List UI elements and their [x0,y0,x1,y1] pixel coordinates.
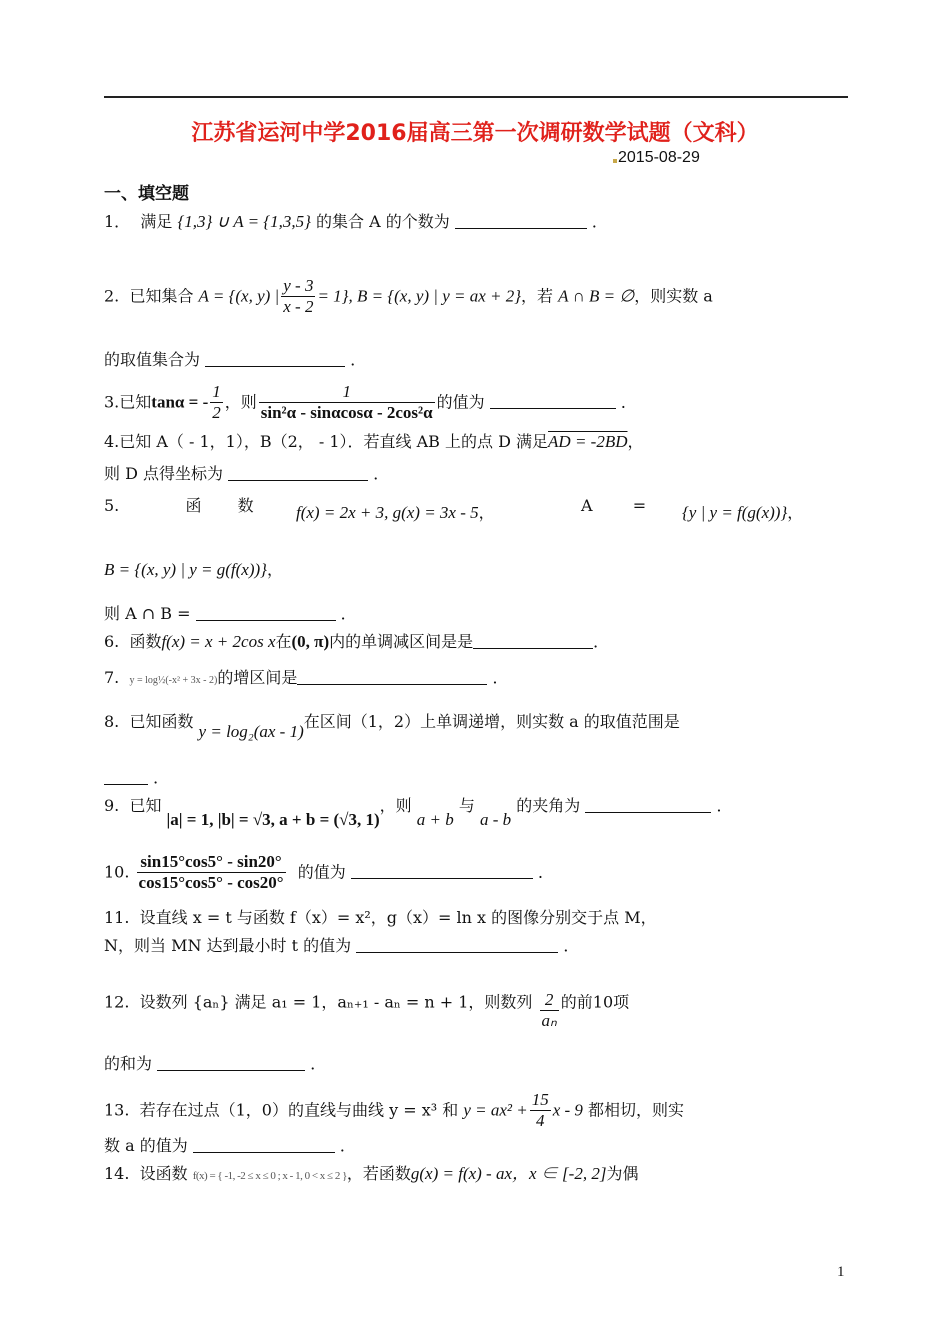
question-number: 5. [104,496,120,515]
answer-blank[interactable] [104,770,148,785]
question-text: 则 D 点得坐标为 [104,464,224,483]
question-text: 的值为 [297,862,346,882]
question-number: 11. [104,908,130,927]
question-number: 12. [104,992,130,1012]
question-12 [104,982,630,1031]
fraction-numerator: y - 3 [281,276,315,297]
fraction-denominator: cos15°cos5° - cos20° [138,873,284,893]
question-5 [104,496,254,515]
question-13-line-2 [104,1136,356,1155]
math-expression: B = {(x, y) | y = g(f(x))} [104,560,267,579]
question-text: 在 [275,632,292,651]
answer-blank[interactable] [356,938,558,953]
question-text: ，则实数 a [634,286,713,306]
punctuation: ， [266,560,283,579]
punctuation: ． [340,604,357,623]
math-expression: {y | y = f(g(x))} [682,503,788,522]
fraction [281,276,315,318]
piecewise-function: f(x) = { -1, -2 ≤ x ≤ 0 ; x - 1, 0 < x ≤ 2 } [192,1170,347,1182]
question-text: 已知 [129,796,162,815]
question-number: 7. [104,668,120,687]
question-number: 1． [104,212,131,231]
answer-blank[interactable] [455,214,587,229]
question-5-set-b [104,560,283,580]
fraction-denominator: 2 [212,403,221,423]
math-expression: = 1}, B = {(x, y) | y = ax + 2} [317,286,522,306]
question-text: 满足 [140,212,173,231]
math-expression: f(x) = x + 2cos x [161,632,276,651]
question-text: 设数列 {aₙ} 满足 a₁ = 1，aₙ₊₁ - aₙ = n + 1，则数列 [139,992,533,1012]
answer-blank[interactable] [205,352,345,367]
answer-blank[interactable] [351,864,533,879]
question-text: 的夹角为 [516,796,581,815]
fraction-denominator: sin²α - sinαcosα - 2cos²α [260,403,433,423]
question-4 [104,432,644,452]
question-11 [104,908,657,927]
question-5-math [296,503,495,523]
math-expression: x - 9 [552,1100,583,1120]
fraction-denominator: x - 2 [283,297,314,317]
question-text: 若存在过点（1，0）的直线与曲线 y = x³ 和 [139,1100,459,1120]
question-text: 的和为 [104,1054,153,1073]
question-text: ，若 [521,286,554,306]
answer-blank[interactable] [297,670,487,685]
header-rule [104,96,848,98]
question-text: 函 [185,496,202,515]
question-text: 的增区间是 [217,668,298,687]
question-10 [104,852,554,894]
fraction-denominator: aₙ [541,1011,557,1031]
question-5-line-3 [104,604,357,623]
question-3 [104,382,637,424]
punctuation: ． [716,796,733,815]
math-expression: y = log₂(ax - 1) [198,722,304,741]
question-text: ，则 [224,392,257,412]
fraction [137,852,286,894]
question-text: 则 A ∩ B = [104,604,191,623]
math-expression: y = ax² + [463,1100,528,1120]
question-6 [104,632,609,652]
question-number: 6. [104,632,120,651]
question-9 [104,796,733,829]
exam-date-text: 2015-08-29 [618,149,700,166]
section-heading: 一、填空题 [104,184,189,204]
punctuation: ． [593,632,610,651]
question-text: 已知集合 [129,286,194,306]
question-text: 数 a 的值为 [104,1136,188,1155]
fraction-numerator: 1 [210,382,223,403]
question-text: 的值为 [436,392,485,412]
question-11-line-2 [104,936,579,955]
answer-blank[interactable] [193,1138,335,1153]
math-expression: {1,3} ∪ A = {1,3,5} [177,212,311,231]
exam-date [613,149,700,167]
question-text: 内的单调减区间是是 [329,632,474,651]
answer-blank[interactable] [585,798,711,813]
fraction [210,382,223,424]
question-4-line-2 [104,464,389,483]
fraction [540,990,559,1032]
page-number: 1 [837,1264,845,1280]
question-2-line-2 [104,350,366,369]
vector-expression: AD = -2BD [548,432,628,451]
math-expression: f(x) = 2x + 3, g(x) = 3x - 5 [296,503,479,522]
question-text: 设直线 x = t 与函数 f（x）= x²，g（x）= ln x 的图像分别交于点 M， [139,908,657,927]
answer-blank[interactable] [157,1056,305,1071]
equals-sign: = [632,496,647,515]
punctuation: ． [492,668,509,687]
question-number: 13. [104,1100,130,1120]
punctuation: ． [620,392,637,412]
vector-expression: a - b [479,810,512,829]
fraction-numerator: 2 [540,990,559,1011]
answer-blank[interactable] [196,606,336,621]
question-2 [104,276,713,318]
punctuation: ， [478,503,495,522]
question-5-set-a-def [682,503,803,523]
question-number: 4. [104,432,120,451]
question-text: 数 [237,496,254,515]
math-expression: tanα = - [151,392,209,412]
question-text: 的前10项 [560,992,630,1012]
punctuation: ． [591,212,608,231]
question-text: 已知函数 [129,712,194,731]
math-expression: A = {(x, y) | [198,286,280,306]
fraction-numerator: 1 [259,382,435,403]
answer-blank[interactable] [228,466,368,481]
punctuation: ， [787,503,804,522]
vector-expression: a + b [416,810,454,829]
question-8-line-2 [104,768,169,787]
interval: (0, π) [291,632,330,651]
punctuation: ． [310,1054,327,1073]
math-expression: g(x) = f(x) - ax，x ∈ [-2, 2] [410,1164,607,1183]
answer-blank[interactable] [490,394,616,409]
question-number: 10. [104,862,130,882]
question-14 [104,1164,638,1184]
question-7 [104,668,508,687]
fraction [259,382,435,424]
punctuation: ． [350,350,367,369]
question-text: ，若函数 [346,1164,411,1183]
punctuation: ． [537,862,554,882]
fraction-numerator: sin15°cos5° - sin20° [137,852,286,873]
question-text: 函数 [129,632,162,651]
punctuation: ， [627,432,644,451]
question-text: 在区间（1，2）上单调递增，则实数 a 的取值范围是 [303,712,680,731]
question-number: 3. [104,392,120,412]
question-text: 的集合 A 的个数为 [316,212,450,231]
question-text: 已知 [119,392,152,412]
question-number: 2. [104,286,120,306]
punctuation: ． [339,1136,356,1155]
date-marker [613,159,617,163]
answer-blank[interactable] [473,634,593,649]
question-13 [104,1090,684,1132]
set-name: A [581,496,593,515]
question-5-set-a [581,496,646,515]
math-expression: y = log½(-x² + 3x - 2) [129,675,218,686]
punctuation: ． [153,768,170,787]
math-expression: A ∩ B = ∅ [558,286,635,306]
question-number: 9. [104,796,120,815]
punctuation: ． [563,936,580,955]
punctuation: ． [373,464,390,483]
question-text: 都相切，则实 [588,1100,685,1120]
question-text: 已知 A（ - 1，1），B（2， - 1）．若直线 AB 上的点 D 满足 [119,432,549,451]
question-1 [104,212,608,232]
vector-expression: |a| = 1, |b| = √3, a + b = (√3, 1) [166,810,380,829]
fraction-numerator: 15 [530,1090,551,1111]
question-text: 的取值集合为 [104,350,201,369]
question-text: N，则当 MN 达到最小时 t 的值为 [104,936,352,955]
document-title: 江苏省运河中学2016届高三第一次调研数学试题（文科） [191,121,759,146]
question-text: 设函数 [139,1164,188,1183]
question-12-line-2 [104,1054,326,1073]
question-text: ，则 [379,796,412,815]
question-number: 8. [104,712,120,731]
fraction-denominator: 4 [535,1111,545,1131]
question-text: 与 [458,796,475,815]
question-number: 14. [104,1164,130,1183]
question-8 [104,712,680,741]
question-text: 为偶 [606,1164,639,1183]
fraction [530,1090,551,1132]
